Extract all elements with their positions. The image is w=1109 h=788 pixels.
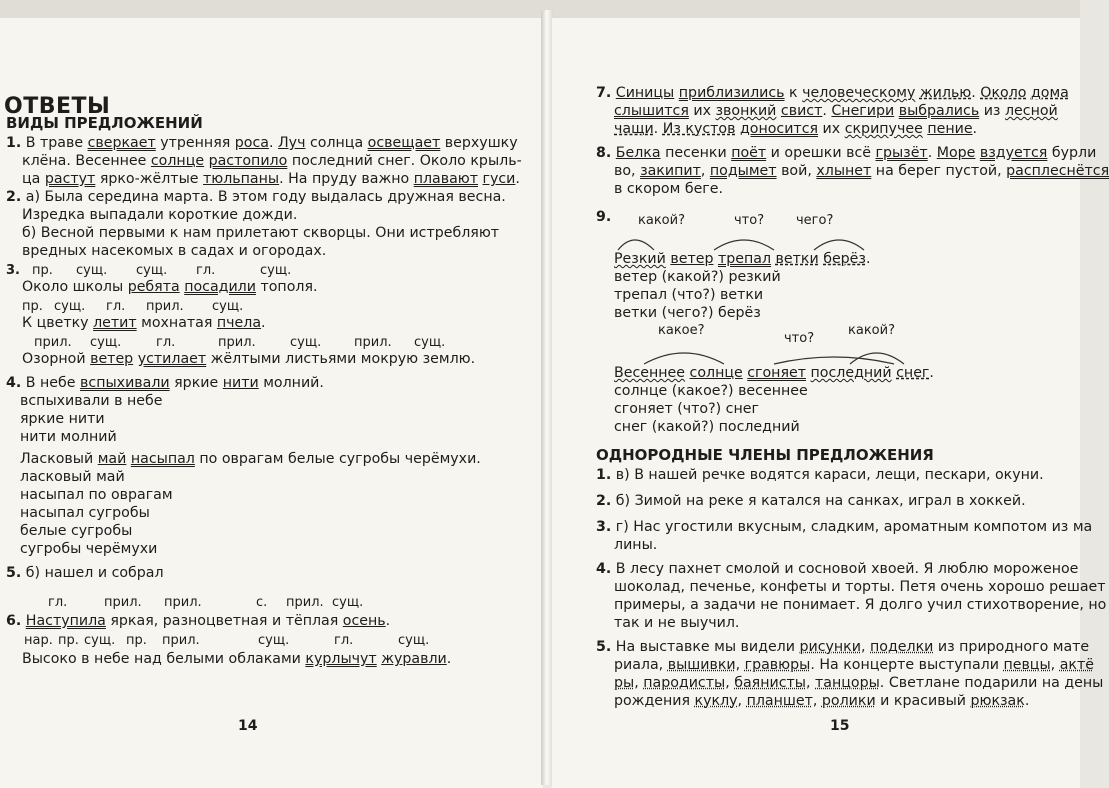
q9-phrase-4: солнце (какое?) весеннее: [614, 383, 808, 399]
q9-sentence-1: Резкий ветер трепал ветки берёз.: [614, 251, 871, 267]
answer-4-phrase-6: насыпал сугробы: [20, 505, 150, 521]
answer-4-phrase-1: вспыхивали в небе: [20, 393, 163, 409]
answer-9-number: 9.: [596, 209, 612, 225]
section-homogeneous-members: ОДНОРОДНЫЕ ЧЛЕНЫ ПРЕДЛОЖЕНИЯ: [596, 446, 934, 464]
answer-7-line-3: чащи. Из кустов доносится их скрипучее пение.: [614, 121, 978, 137]
q9-phrase-5: сгоняет (что?) снег: [614, 401, 759, 417]
q9-phrase-1: ветер (какой?) резкий: [614, 269, 781, 285]
answer-6-sentence-1: 6. Наступила яркая, разноцветная и тёплая осень.: [6, 613, 391, 629]
answer-2-b2: вредных насекомых в садах и огородах.: [22, 243, 327, 259]
answer-4-sentence-1: 4. В небе вспыхивали яркие нити молний.: [6, 375, 324, 391]
answer-1-line-3: ца растут ярко-жёлтые тюльпаны. На пруду важно плавают гуси.: [22, 171, 520, 187]
answer-7-line-1: 7. Синицы приблизились к человеческому жилью. Около дома: [596, 85, 1069, 101]
answer-3-sentence-3: Озорной ветер устилает жёлтыми листьями мокрую землю.: [22, 351, 476, 367]
q9-question-chego: чего?: [796, 213, 834, 228]
q9-question-chto: что?: [734, 213, 765, 228]
answer-7-line-2: слышится их звонкий свист. Снегири выбрались из лесной: [614, 103, 1058, 119]
page-number-15: 15: [830, 718, 850, 734]
homogeneous-answer-5-line-4: рождения куклу, планшет, ролики и красивый рюкзак.: [614, 693, 1030, 709]
answer-4-phrase-5: насыпал по оврагам: [20, 487, 173, 503]
answer-4-phrase-8: сугробы черёмухи: [20, 541, 158, 557]
page-14: ОТВЕТЫ ВИДЫ ПРЕДЛОЖЕНИЙ 1. В траве сверкает утренняя роса. Луч солнца освещает верхушку клёна. Весеннее солнце растопило последний снег. Около крыль- ца растут ярко-жёлтые тюльпаны. На пруду важно плавают гуси. 2. а) Была середина марта. В этом году выдалась дружная весна. Изредка выпадали короткие дожди. б) Весной первыми к нам прилетают скворцы. Они истребляют вредных насекомых в садах и огородах. 3. пр. сущ. сущ. гл. сущ. Около школы ребята посадили тополя. пр. сущ. гл. прил. сущ. К цветку летит мохнатая пчела. прил. сущ. гл. прил. сущ. прил. сущ. Озорной ветер устилает жёлтыми листьями мокрую землю. 4. В небе вспыхивали яркие нити молний. вспыхивали в небе яркие нити нити молний Ласковый май насыпал по оврагам белые сугробы черёмухи. ласковый май насыпал по оврагам насыпал сугробы белые сугробы сугробы черёмухи 5. б) нашел и собрал гл. прил. прил. с. прил. сущ. 6. Наступила яркая, разноцветная и тёплая осень. нар. пр. сущ. пр. прил. сущ. гл. сущ. Высоко в небе над белыми облаками курлычут журавли. 14: [0, 18, 543, 788]
answer-1-line-1: 1. В траве сверкает утренняя роса. Луч солнца освещает верхушку: [6, 135, 518, 151]
answer-8-line-3: в скором беге.: [614, 181, 723, 197]
answer-2-a2: Изредка выпадали короткие дожди.: [22, 207, 298, 223]
homogeneous-answer-4-line-4: так и не выучил.: [614, 615, 740, 631]
page-number-14: 14: [238, 718, 258, 734]
scan-top-edge: [0, 0, 1080, 18]
homogeneous-answer-5-line-1: 5. На выставке мы видели рисунки, поделки из природного мате: [596, 639, 1090, 655]
homogeneous-answer-4-line-3: примеры, а задачи не понимает. Я долго учил стихотворение, но: [614, 597, 1107, 613]
answer-1-line-2: клёна. Весеннее солнце растопило последний снег. Около крыль-: [22, 153, 522, 169]
answer-4-phrase-2: яркие нити: [20, 411, 105, 427]
homogeneous-answer-2: 2. б) Зимой на реке я катался на санках, играл в хоккей.: [596, 493, 1026, 509]
answer-8-line-2: во, закипит, подымет вой, хлынет на берег пустой, расплеснётся: [614, 163, 1109, 179]
q9-phrase-6: снег (какой?) последний: [614, 419, 800, 435]
answer-6-sentence-2: Высоко в небе над белыми облаками курлычут журавли.: [22, 651, 452, 667]
answer-3-pos-1: 3. пр. сущ. сущ. гл. сущ.: [6, 263, 292, 278]
q9-question-kakoy: какой?: [638, 213, 685, 228]
homogeneous-answer-3-line-2: лины.: [614, 537, 658, 553]
answer-3-sentence-2: К цветку летит мохнатая пчела.: [22, 315, 266, 331]
answer-4-phrase-7: белые сугробы: [20, 523, 133, 539]
answer-3-sentence-1: Около школы ребята посадили тополя.: [22, 279, 318, 295]
q9-phrase-3: ветки (чего?) берёз: [614, 305, 761, 321]
homogeneous-answer-4-line-1: 4. В лесу пахнет смолой и сосновой хвоей. Я люблю мороженое: [596, 561, 1079, 577]
answer-2-b1: б) Весной первыми к нам прилетают скворцы. Они истребляют: [22, 225, 500, 241]
page-15: [552, 18, 1109, 788]
homogeneous-answer-5-line-3: ры, пародисты, баянисты, танцоры. Светлане подарили на дены: [614, 675, 1104, 691]
homogeneous-answer-4-line-2: шоколад, печенье, конфеты и торты. Петя очень хорошо решает: [614, 579, 1106, 595]
homogeneous-answer-3-line-1: 3. г) Нас угостили вкусным, сладким, ароматным компотом из ма: [596, 519, 1093, 535]
answer-4-phrase-3: нити молний: [20, 429, 117, 445]
answer-2-a1: 2. а) Была середина марта. В этом году выдалась дружная весна.: [6, 189, 506, 205]
homogeneous-answer-1: 1. в) В нашей речке водятся караси, лещи, пескари, окуни.: [596, 467, 1044, 483]
q9-question-kakoy-2: какой?: [848, 323, 895, 338]
answers-heading: ОТВЕТЫ: [4, 94, 111, 119]
q9-phrase-2: трепал (что?) ветки: [614, 287, 764, 303]
homogeneous-answer-5-line-2: риала, вышивки, гравюры. На концерте выступали певцы, актё: [614, 657, 1094, 673]
section-sentence-types: ВИДЫ ПРЕДЛОЖЕНИЙ: [6, 114, 203, 132]
answer-4-sentence-2: Ласковый май насыпал по оврагам белые сугробы черёмухи.: [20, 451, 481, 467]
answer-4-phrase-4: ласковый май: [20, 469, 125, 485]
q9-sentence-2: Весеннее солнце сгоняет последний снег.: [614, 365, 934, 381]
q9-arrows-2: [614, 336, 914, 366]
q9-question-kakoe: какое?: [658, 323, 705, 338]
answer-5: 5. б) нашел и собрал: [6, 565, 164, 581]
q9-question-chto-2: что?: [784, 331, 815, 346]
answer-8-line-1: 8. Белка песенки поёт и орешки всё грызёт. Море вздуется бурли: [596, 145, 1097, 161]
